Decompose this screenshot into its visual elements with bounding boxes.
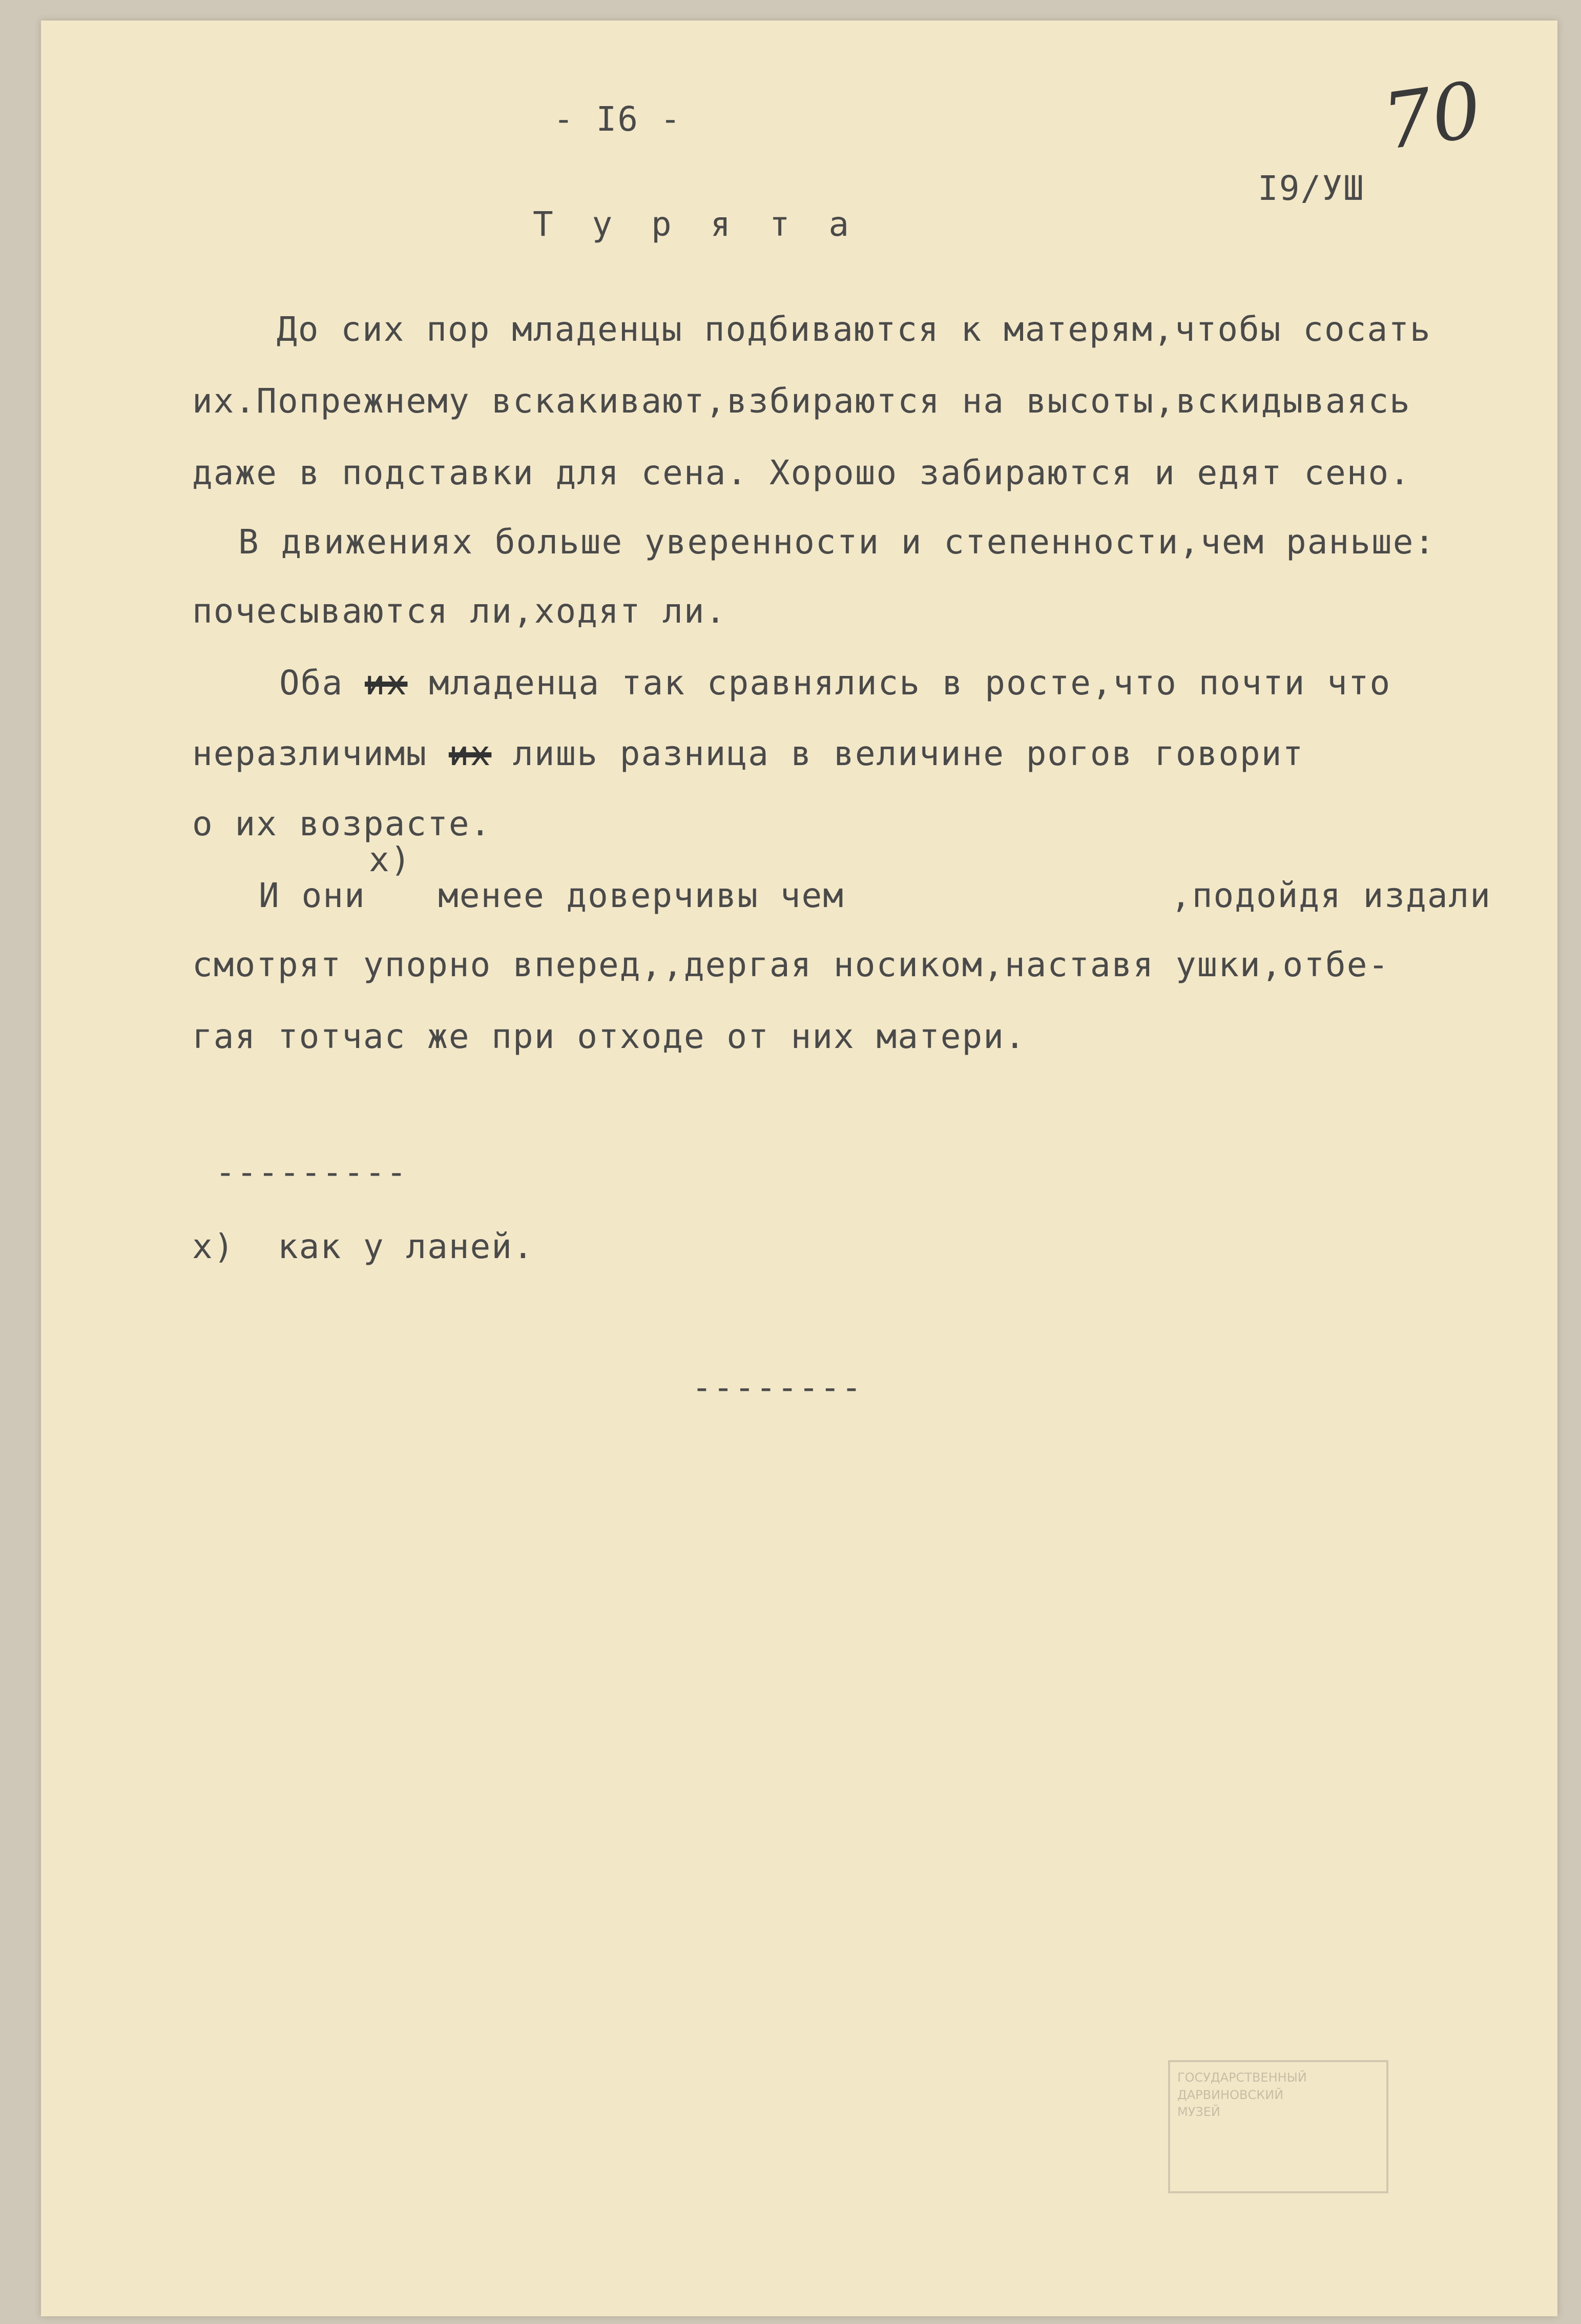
- text-line-10: смотрят упорно вперед,,дергая носиком,наставя ушки,отбе-: [192, 945, 1390, 984]
- text-line-9b: менее доверчивы чем: [438, 876, 844, 915]
- stamp-line: МУЗЕЙ: [1177, 2105, 1220, 2120]
- stamp-line: ДАРВИНОВСКИЙ: [1177, 2087, 1284, 2102]
- text-segment: Оба: [279, 663, 365, 703]
- text-line-2: их.Попрежнему вскакивают,взбираются на высоты,вскидываясь: [192, 381, 1411, 421]
- text-line-7: [192, 734, 1304, 773]
- archive-stamp: [1168, 2060, 1388, 2193]
- text-segment: неразличимы: [192, 734, 449, 773]
- text-line-3: даже в подставки для сена. Хорошо забираются и едят сено.: [192, 453, 1411, 492]
- end-separator: --------: [692, 1368, 863, 1407]
- struck-out-text: их: [364, 663, 408, 703]
- text-segment: младенца так сравнялись в росте,что почти что: [407, 663, 1391, 703]
- text-segment: лишь разница в величине рогов говорит: [491, 734, 1304, 773]
- date-label: I9/УШ: [1258, 169, 1365, 208]
- text-line-8: о их возрасте.: [192, 804, 492, 844]
- struck-out-text: их: [448, 734, 492, 773]
- page-number: - I6 -: [553, 99, 682, 139]
- text-line-11: гая тотчас же при отходе от них матери.: [192, 1017, 1026, 1056]
- text-line-6: [279, 663, 1391, 703]
- page-title: Т у р я т а: [533, 204, 859, 244]
- footnote-separator: ---------: [215, 1153, 408, 1192]
- text-line-9c: ,подойдя издали: [1171, 876, 1492, 915]
- footnote-text: х) как у ланей.: [192, 1227, 534, 1266]
- text-line-1: До сих пор младенцы подбиваются к матерям,чтобы сосать: [277, 310, 1431, 349]
- footnote-reference: х): [369, 840, 412, 879]
- archive-number-handwritten: 70: [1377, 65, 1487, 168]
- stamp-line: ГОСУДАРСТВЕННЫЙ: [1177, 2070, 1307, 2085]
- text-line-9a: И они: [259, 876, 366, 915]
- text-line-4: В движениях больше уверенности и степенности,чем раньше:: [238, 522, 1436, 562]
- text-line-5: почесываются ли,ходят ли.: [192, 591, 727, 631]
